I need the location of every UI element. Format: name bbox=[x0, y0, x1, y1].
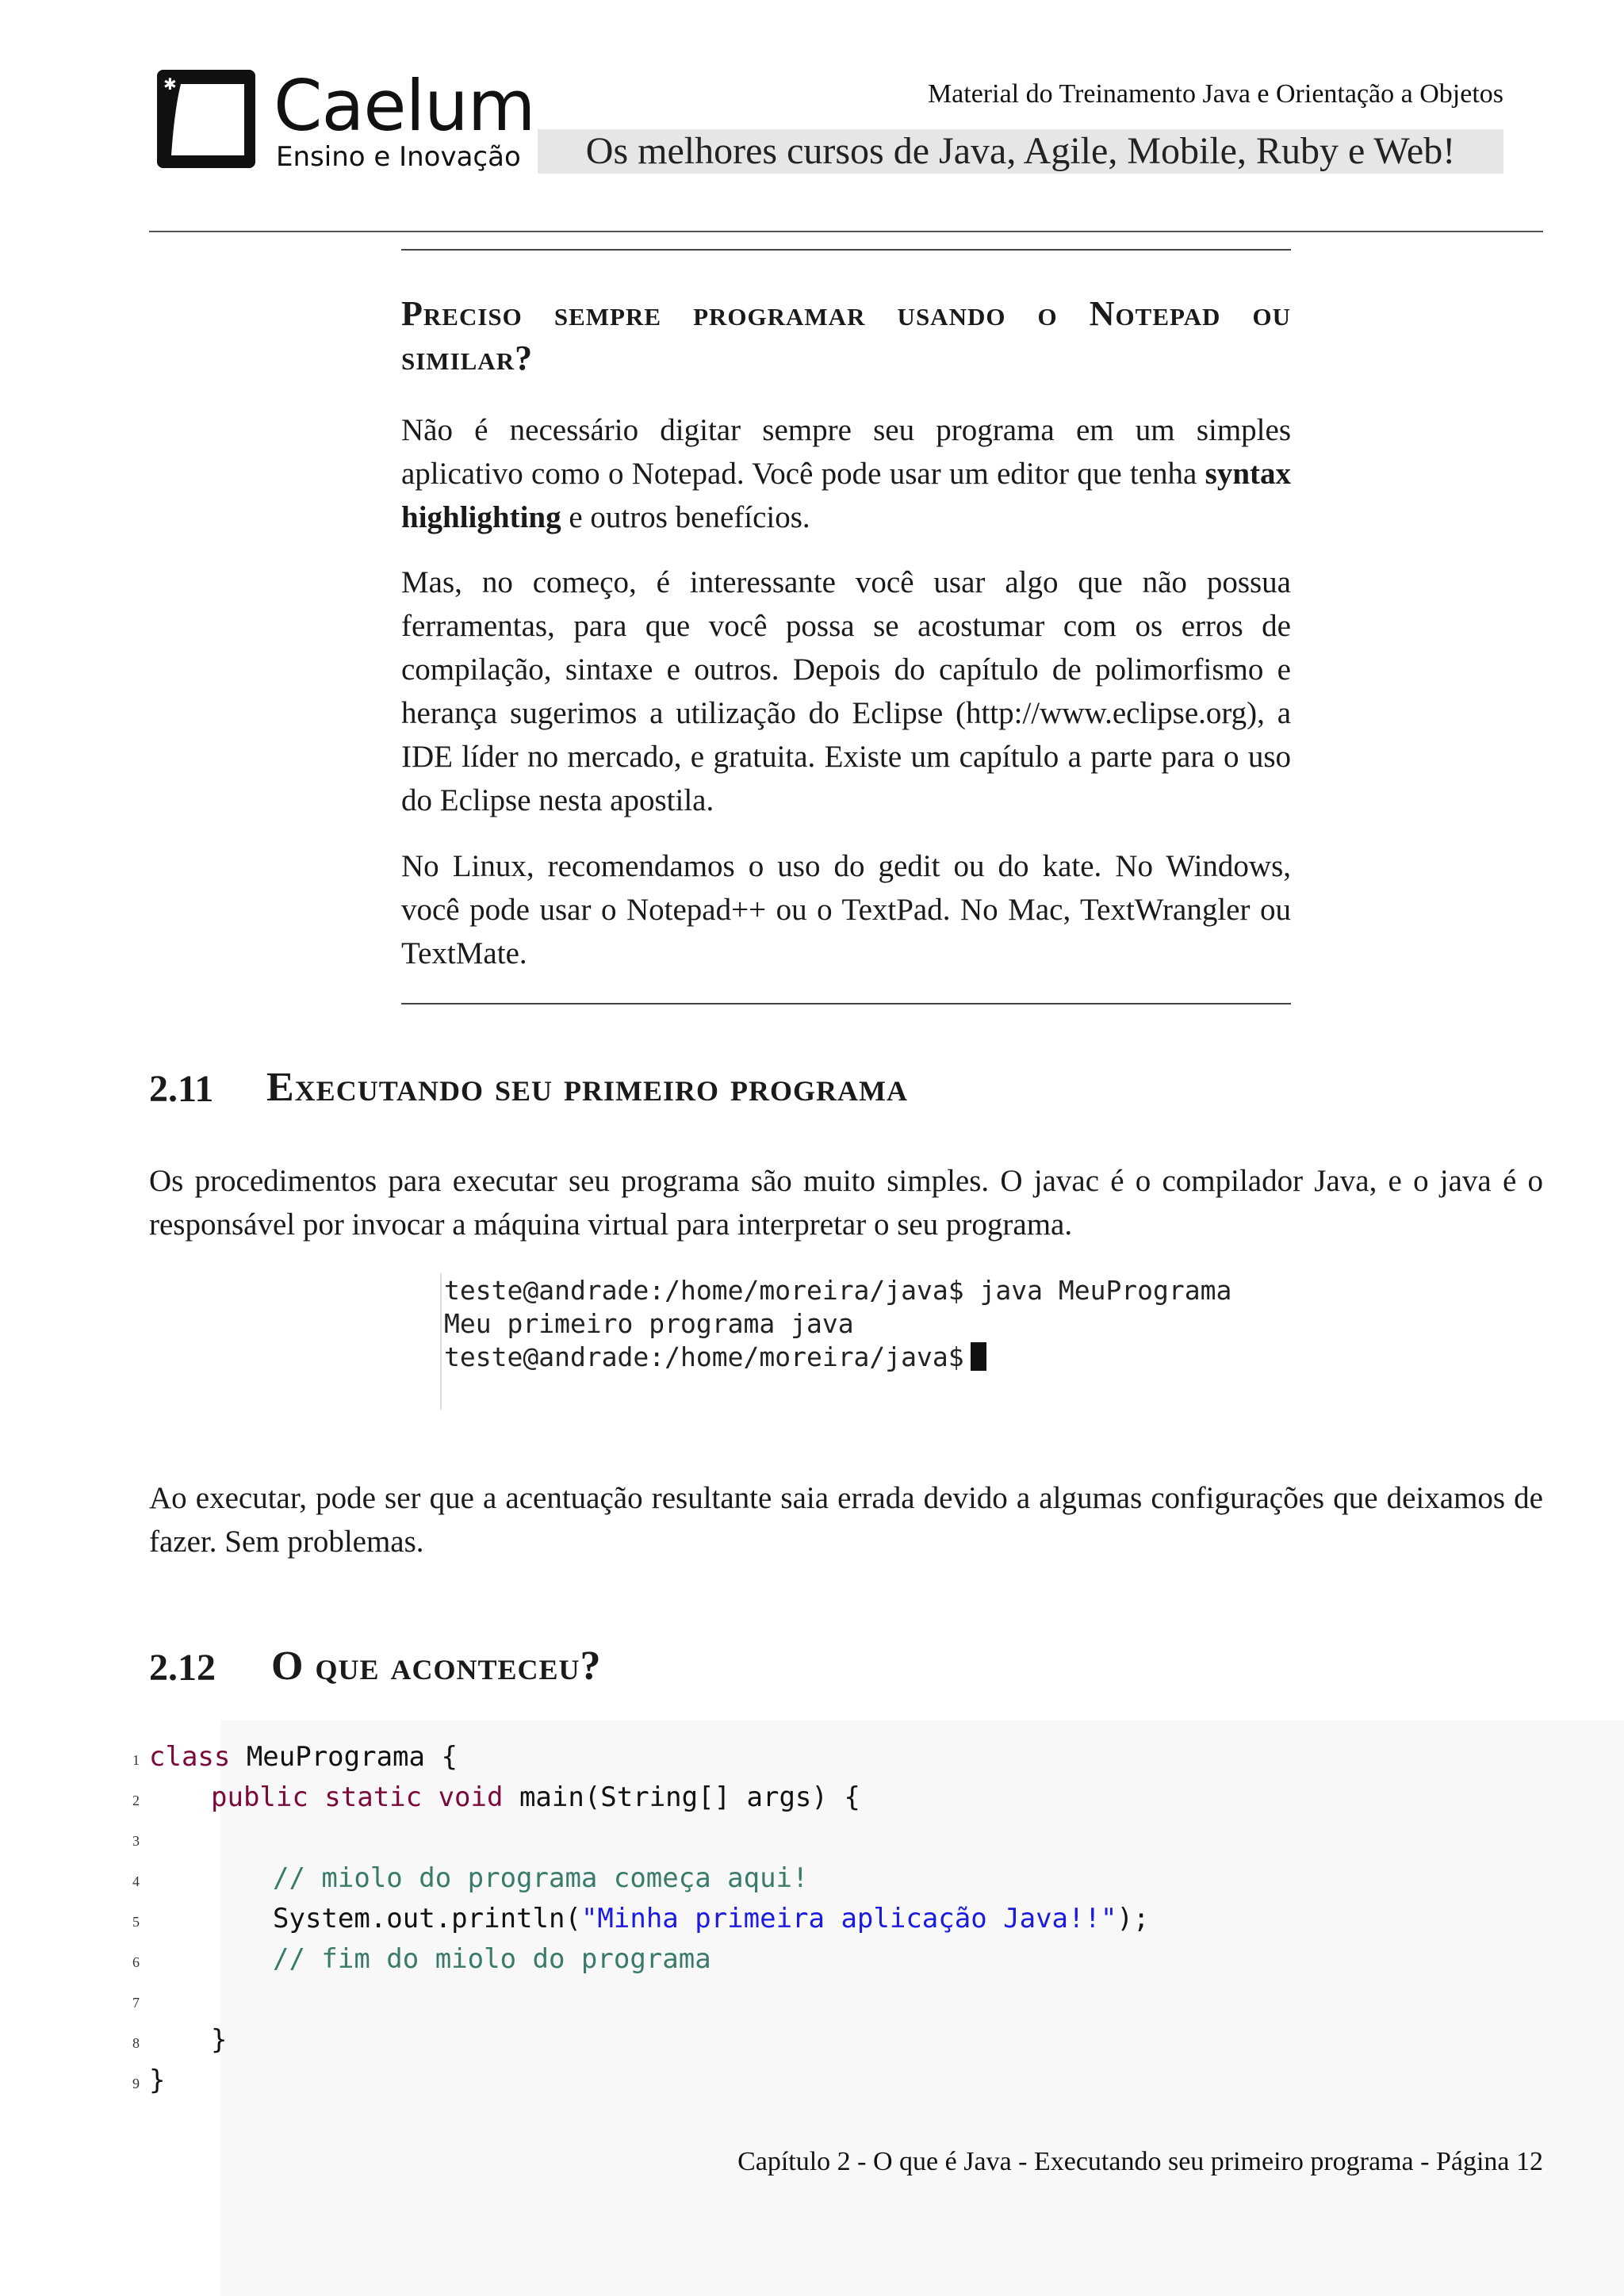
section-number: 2.11 bbox=[149, 1068, 214, 1110]
box-bottom-rule bbox=[401, 1003, 1291, 1004]
line-number: 9 bbox=[132, 2076, 140, 2091]
box-title: Preciso sempre programar usando o Notepad ou similar? bbox=[401, 294, 1291, 377]
box-p1-bold: syntax highlighting bbox=[401, 457, 1291, 534]
box-paragraph-2: Mas, no começo, é interessante você usar algo que não possua ferramentas, para que você possa se acostumar com os erros de compilação, sintaxe e outros. Depois do capítulo de polimorfismo e herança sugerimos a utilização do Eclipse (http://www.eclipse.org), a IDE líder no mercado, e gratuita. Existe um capítulo a parte para o uso do Eclipse nesta apostila. bbox=[401, 565, 1291, 817]
line-number: 5 bbox=[132, 1914, 140, 1930]
section-title: Executando seu primeiro programa bbox=[266, 1065, 909, 1110]
line-number: 1 bbox=[132, 1752, 140, 1768]
line-number: 7 bbox=[132, 1995, 140, 2011]
line-number: 2 bbox=[132, 1793, 140, 1808]
code-text: main(String[] args) { bbox=[503, 1781, 860, 1813]
line-number: 8 bbox=[132, 2035, 140, 2051]
page-footer: Capítulo 2 - O que é Java - Executando seu primeiro programa - Página 12 bbox=[737, 2147, 1543, 2176]
section-paragraph: Ao executar, pode ser que a acentuação resultante saia errada devido a algumas configurações que deixamos de fazer. Sem problemas. bbox=[149, 1481, 1543, 1559]
code-keyword: class bbox=[149, 1741, 231, 1773]
section-number: 2.12 bbox=[149, 1647, 216, 1689]
box-top-rule bbox=[401, 249, 1291, 251]
terminal-cursor bbox=[971, 1342, 986, 1371]
code-line-6-comment: // fim do miolo do programa bbox=[273, 1943, 711, 1975]
code-text: ); bbox=[1116, 1903, 1150, 1934]
box-p1-text: Não é necessário digitar sempre seu programa em um simples aplicativo como o Notepad. Você pode usar um editor que tenha bbox=[401, 413, 1291, 491]
terminal-prompt: teste@andrade:/home/moreira/java$ bbox=[444, 1341, 964, 1372]
line-number: 4 bbox=[132, 1873, 140, 1889]
logo-star-icon: ✱ bbox=[163, 75, 177, 94]
code-text: MeuPrograma { bbox=[230, 1741, 458, 1773]
brand-tagline: Ensino e Inovação bbox=[276, 141, 521, 173]
brand-name: Caelum bbox=[274, 65, 535, 147]
code-line-2 bbox=[211, 1781, 860, 1813]
line-number: 3 bbox=[132, 1833, 140, 1849]
code-text: System.out.println( bbox=[273, 1903, 581, 1934]
code-line-4-comment: // miolo do programa começa aqui! bbox=[273, 1862, 809, 1894]
code-line-1 bbox=[149, 1741, 458, 1773]
header-divider bbox=[149, 231, 1543, 232]
section-paragraph: Os procedimentos para executar seu programa são muito simples. O javac é o compilador Java, e o java é o responsável por invocar a máquina virtual para interpretar o seu programa. bbox=[149, 1164, 1543, 1242]
code-line-8: } bbox=[211, 2024, 228, 2056]
code-keyword: public static void bbox=[211, 1781, 504, 1813]
material-title: Material do Treinamento Java e Orientação a Objetos bbox=[927, 79, 1503, 109]
box-paragraph-1 bbox=[401, 408, 1291, 539]
terminal-border bbox=[440, 1273, 442, 1410]
box-paragraph-3: No Linux, recomendamos o uso do gedit ou do kate. No Windows, você pode usar o Notepad++ ou o TextPad. No Mac, TextWrangler ou TextMate. bbox=[401, 849, 1291, 970]
box-p1-text-end: e outros benefícios. bbox=[561, 500, 810, 534]
terminal-line-prompt bbox=[444, 1341, 986, 1372]
terminal-line: teste@andrade:/home/moreira/java$ java MeuPrograma bbox=[444, 1275, 1232, 1306]
code-line-9: } bbox=[149, 2064, 166, 2096]
line-number: 6 bbox=[132, 1954, 140, 1970]
code-string: "Minha primeira aplicação Java!!" bbox=[580, 1903, 1117, 1934]
slogan: Os melhores cursos de Java, Agile, Mobile, Ruby e Web! bbox=[585, 130, 1456, 172]
section-title: O que aconteceu? bbox=[271, 1644, 602, 1689]
terminal-line: Meu primeiro programa java bbox=[444, 1308, 854, 1339]
code-line-5 bbox=[273, 1903, 1149, 1934]
